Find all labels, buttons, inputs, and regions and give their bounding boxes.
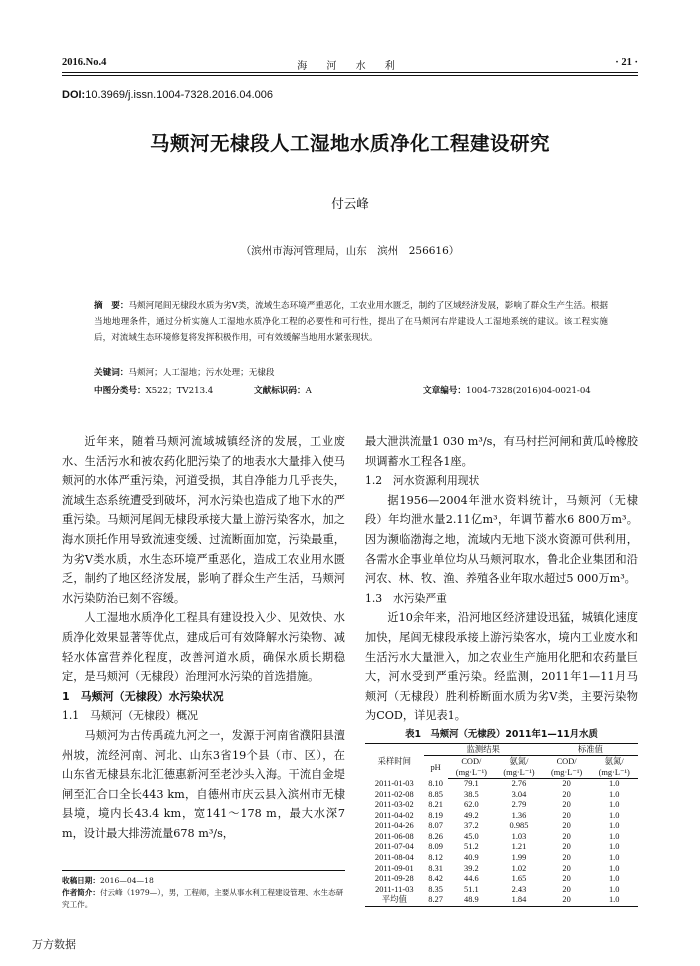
subsection-heading-1-2: 1.2 河水资源利用现状 [365,474,480,488]
abstract-text: 马颊河尾闾无棣段水质为劣Ⅴ类，流域生态环境严重恶化，工农业用水匮乏，制约了区域经济发展，影响了群众生产生活。根据当地地理条件，通过分析实施人工湿地水质净化工程的必要性和可行性，提出了在马颊河右岸建设人工湿地系统的建议。该工程实施后，对流域生态环境修复将发挥积极作用，可有效缓解当地用水紧张现状。 [94,301,608,343]
body-column-left [62,432,345,843]
table-cell: 20 [562,800,571,810]
table-cell: 2011-09-01 [374,863,414,873]
keywords-label: 关键词： [94,368,129,378]
unit-std-cod: (mg·L⁻¹) [543,767,591,779]
col-cod: COD/ [461,756,482,766]
group-standard: 标准值 [543,743,638,755]
table-caption: 表1 马颊河（无棣段）2011年1—11月水质 [405,728,598,740]
table-cell: 1.0 [608,831,620,841]
keywords [94,366,608,380]
table-cell: 39.2 [464,863,479,873]
author-bio [62,887,345,911]
table-cell: 79.1 [464,778,479,788]
table-row [365,832,638,843]
table-cell: 1.36 [511,810,527,820]
table-cell: 45.0 [464,831,479,841]
table-row [365,895,638,906]
header-rule [62,72,638,73]
table-cell: 8.42 [428,874,443,884]
paragraph-intro: 近年来，随着马颊河流域城镇经济的发展，工业废水、生活污水和被农药化肥污染了的地表水大量排入使马颊河的水体严重污染，河道受损，其自净能力几乎丧失，流域生态系统遭受到破坏，河水污染也造成了地下水的严重污染。马颊河尾闾无棣段承接大量上游污染客水，加之海水顶托作用导致流速变缓、过流断面加宽，污染最重，为劣Ⅴ类水质，水生态环境严重恶化，造成工农业用水匮乏，制约了地区经济发展，影响了群众生产生活，马颊河水污染防治已刻不容缓。 [62,435,345,605]
table-cell: 1.03 [511,831,527,841]
subsection-heading-1-1: 1.1 马颊河（无棣段）概况 [62,709,198,723]
clc-value: X522；TV213.4 [145,386,214,396]
table-cell: 44.6 [464,874,479,884]
subsection-heading-1-3: 1.3 水污染严重 [365,591,447,605]
table-cell: 40.9 [464,853,479,863]
table-cell: 20 [562,831,571,841]
received-value: 2016—04—18 [99,876,154,885]
table-cell: 1.0 [590,895,638,906]
body-column-right [365,432,638,907]
table-cell: 1.0 [608,800,620,810]
table-cell: 1.65 [511,874,527,884]
col-ph: pH [430,762,441,772]
author-bio-value: 付云峰（1979—），男，工程师，主要从事水利工程建设管理、水生态研究工作。 [62,888,344,909]
table-cell: 3.04 [511,789,527,799]
table-cell: 8.85 [428,789,443,799]
table-cell: 51.1 [464,884,479,894]
col-std-ammonia: 氨氮/ [604,756,624,766]
journal-name: 海 河 水 利 [297,61,403,72]
table-cell: 1.02 [511,863,527,873]
table-cell: 2.79 [511,800,527,810]
table-cell: 20 [562,874,571,884]
table-cell: 2011-02-08 [374,789,414,799]
table-row [365,790,638,801]
table-cell: 48.9 [448,895,496,906]
table-cell: 20 [543,895,591,906]
table-row [365,874,638,885]
unit-ammonia: (mg·L⁻¹) [495,767,543,779]
table-cell: 2.43 [511,884,527,894]
water-quality-table [365,743,638,907]
table-cell: 2011-04-02 [374,810,414,820]
doc-code-value: A [305,386,312,396]
table-row [365,864,638,875]
table-cell: 51.2 [464,842,479,852]
paragraph-overview: 马颊河为古传禹疏九河之一，发源于河南省濮阳县澶州坡，流经河南、河北、山东3省19个县（市、区），在山东省无棣县东北汇德惠新河至老沙头入海。干流自金堤闸至汇合口全长443 km，自德州市庆云县入滨州市无棣县境，境内长43.4 km，宽141～178 m，最大水深7 m，设计最大排涝流量678 m³/s， [62,728,345,840]
table-cell: 2011-01-03 [374,778,414,788]
table-cell: 8.27 [424,895,448,906]
doi-line [62,89,273,101]
table-cell: 20 [562,789,571,799]
clc-label: 中图分类号： [94,386,146,396]
unit-std-ammonia: (mg·L⁻¹) [590,767,638,779]
article-number-value: 1004-7328(2016)04-0021-04 [465,386,591,396]
table-cell: 2011-03-02 [374,800,414,810]
table-cell: 1.0 [608,853,620,863]
table-cell: 8.12 [428,853,443,863]
table-cell: 1.0 [608,821,620,831]
table-cell: 1.0 [608,874,620,884]
table-cell: 1.0 [608,842,620,852]
table-cell: 2011-07-04 [374,842,414,852]
table-cell: 49.2 [464,810,479,820]
table-cell: 2011-08-04 [374,853,414,863]
table-cell: 1.84 [495,895,543,906]
author-bio-label: 作者简介： [62,888,100,897]
table-row [365,885,638,896]
group-monitoring: 监测结果 [424,743,543,755]
keywords-text: 马颊河；人工湿地；污水处理；无棣段 [128,368,275,378]
table-row [365,778,638,789]
table-cell: 1.0 [608,863,620,873]
col-std-cod: COD/ [556,756,577,766]
table-cell: 1.0 [608,789,620,799]
article-title: 马颊河无棣段人工湿地水质净化工程建设研究 [149,132,550,155]
col-ammonia: 氨氮/ [509,756,529,766]
received-label: 收稿日期： [62,876,100,885]
col-sampling-time: 采样时间 [365,743,424,778]
table-cell: 20 [562,884,571,894]
table-cell: 8.19 [428,810,443,820]
table-cell: 1.0 [608,810,620,820]
table-cell: 8.10 [428,778,443,788]
table-cell: 20 [562,853,571,863]
author-name: 付云峰 [331,196,369,211]
page-number: · 21 · [615,57,638,68]
table-cell: 38.5 [464,789,479,799]
paragraph-water-use: 据1956—2004年泄水资料统计，马颊河（无棣段）年均泄水量2.11亿m³，年调节蓄水6 800万m³。因为濒临渤海之地，流域内无地下淡水资源可供利用，各需水企事业单位均从马颊河取水，鲁北企业集团和沿河农、林、牧、渔、养殖各业年取水超过5 000万m³。 [365,493,638,586]
table-cell: 2011-11-03 [375,884,414,894]
section-heading-1: 1 马颊河（无棣段）水污染状况 [62,689,224,703]
table-cell: 1.0 [608,778,620,788]
table-cell: 20 [562,842,571,852]
table-cell: 2011-06-08 [374,831,414,841]
received-date [62,875,345,887]
article-number-label: 文章编号： [423,386,466,396]
table-cell: 1.21 [511,842,527,852]
table-row [365,842,638,853]
doc-code-label: 文献标识码： [254,386,306,396]
table-row [365,800,638,811]
watermark-text: 万方数据 [32,938,76,951]
table-cell: 2011-04-26 [374,821,414,831]
table-cell: 62.0 [464,800,479,810]
table-cell: 2.76 [511,778,527,788]
table-cell: 8.21 [428,800,443,810]
table-cell: 2011-09-28 [374,874,414,884]
doi-value[interactable]: 10.3969/j.issn.1004-7328.2016.04.006 [85,89,274,101]
footnote [62,870,345,911]
paragraph-pollution: 近10余年来，沿河地区经济建设迅猛，城镇化速度加快，尾闾无棣段承接上游污染客水，境内工业废水和生活污水大量泄入，加之农业生产施用化肥和农药量巨大，河水受到严重污染。经监测，2011年1—11月马颊河（无棣段）胜利桥断面水质为劣Ⅴ类，主要污染物为COD，详见表1。 [365,611,638,723]
table-cell: 8.26 [428,831,443,841]
table-row [365,853,638,864]
table-cell: 20 [562,810,571,820]
table-cell: 8.31 [428,863,443,873]
paragraph-wetland: 人工湿地水质净化工程具有建设投入少、见效快、水质净化效果显著等优点，建成后可有效降解水污染物、减轻水体富营养化程度，改善河道水质，确保水质长期稳定，是马颊河（无棣段）治理河水污染的首选措施。 [62,611,345,684]
header-rule-thin [62,75,638,76]
table-cell: 1.99 [511,853,527,863]
issue-number: 2016.No.4 [62,57,107,68]
paragraph-flow: 最大泄洪流量1 030 m³/s，有马村拦河闸和黄瓜岭橡胶坝调蓄水工程各1座。 [365,435,638,468]
table-cell: 平均值 [365,895,424,906]
author-affiliation: （滨州市海河管理局，山东 滨州 256616） [240,245,460,257]
table-cell: 1.0 [608,884,620,894]
table-cell: 8.07 [428,821,443,831]
table-cell: 20 [562,778,571,788]
unit-cod: (mg·L⁻¹) [448,767,496,779]
abstract [94,298,608,346]
table-cell: 0.985 [509,821,529,831]
table-cell: 8.09 [428,842,443,852]
doi-label: DOI: [62,89,86,101]
table-row [365,821,638,832]
abstract-label: 摘 要： [94,301,129,311]
table-cell: 20 [562,863,571,873]
table-cell: 37.2 [464,821,479,831]
table-cell: 20 [562,821,571,831]
table-row [365,811,638,822]
table-body [365,778,638,906]
table-cell: 8.35 [428,884,443,894]
